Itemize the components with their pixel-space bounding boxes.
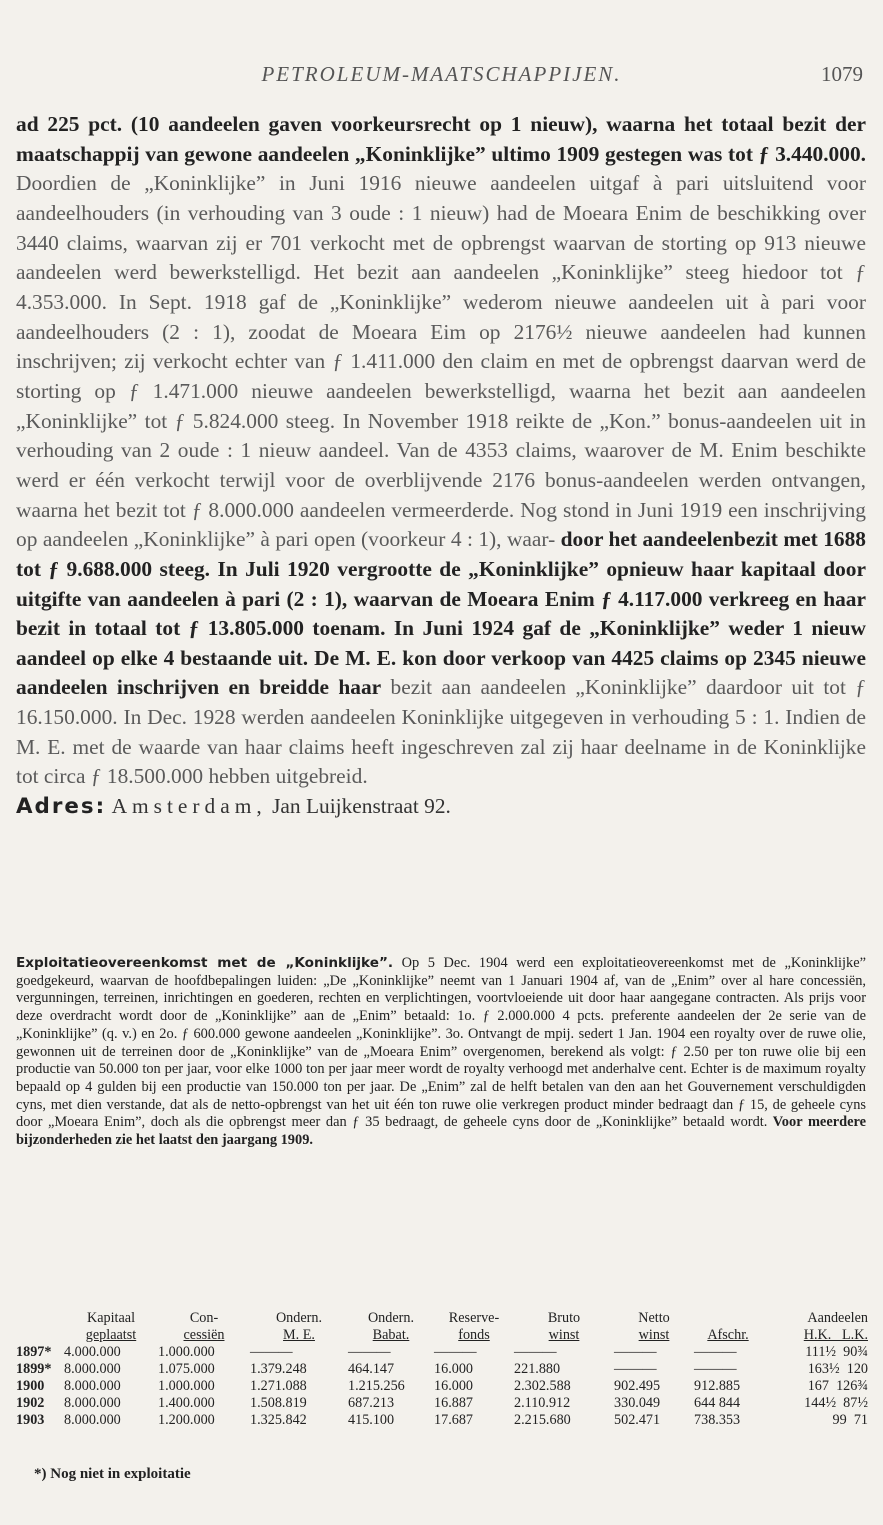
bruto-cell: 2.302.588 [514,1378,571,1394]
reserve-cell: ——— [434,1344,477,1360]
hk-value: 163½ [807,1361,840,1377]
netto-cell: ——— [614,1361,657,1377]
kapitaal-cell: 8.000.000 [64,1412,121,1428]
financial-table [16,1310,868,1429]
aandeelen-cell [762,1395,868,1412]
table-row [16,1344,868,1361]
exploitatie-body: Op 5 Dec. 1904 werd een exploitatieovereenkomst met de „Koninklijke” goedgekeurd, waarvan de hoofdbepalingen luiden: „De „Koninklijke” neemt van 1 Januari 1904 af, van de „Enim” over al hare concessiën, vergunningen, terreinen, inrichtingen en goederen, rechten en verplichtingen, voortvloeiende uit door haar aangegane contracten. Als prijs voor deze overdracht wordt door de „Koninklijke” aan de „Enim” betaald: 1o. ƒ 2.000.000 4 pcts. preferente aandeelen der 2e serie van de „Koninklijke” (q. v.) en 2o. ƒ 600.000 gewone aandeelen „Koninklijke”. 3o. Ontvangt de mpij. sedert 1 Jan. 1904 een royalty over de ruwe olie, gewonnen uit de terreinen door de „Koninklijke” van de „Moeara Enim” overgenomen, berekend als volgt: ƒ 2.50 per ton ruwe olie bij een productie van 50.000 ton per jaar, voor elke 1000 ton per jaar meer wordt de royalty verhoogd met anderhalve cent. Echter is de maximum royalty bepaald op 4 gulden bij een productie van 150.000 ton per jaar. De „Enim” zal de helft betalen van den aan het Gouvernement verschuldigden cyns, met dien verstande, dat als de netto-opbrengst van het uit één ton ruwe olie verkregen product minder bedraagt dan ƒ 15, de geheele cyns door „Moeara Enim”, doch als die opbrengst meer dan ƒ 35 bedraagt, de geheele cyns door de „Koninklijke” betaald wordt. [16,955,866,1131]
header-cell: Ondern. [367,1310,415,1326]
reserve-cell: 17.687 [434,1412,474,1428]
bruto-cell: 2.110.912 [514,1395,571,1411]
hk-value: 167 [807,1378,829,1394]
header-cell: Netto [638,1310,670,1326]
exploitatie-paragraph [16,955,866,1150]
footnote: *) Nog niet in exploitatie [34,1466,191,1482]
year-cell: 1900 [16,1378,45,1394]
concessien-cell: 1.000.000 [158,1344,215,1360]
header-cell: Aandeelen [807,1310,868,1326]
reserve-cell: 16.000 [434,1378,474,1394]
header-cell [694,1310,762,1327]
table-header-bottom [16,1327,868,1344]
year-cell: 1903 [16,1412,45,1428]
bruto-cell: 2.215.680 [514,1412,571,1428]
kapitaal-cell: 8.000.000 [64,1378,121,1394]
table-row [16,1378,868,1395]
main-paragraph-part-3: door het aandeelenbezit met 1688 tot ƒ 9.688.000 steeg. In Juli 1920 vergrootte de „Koninklijke” opnieuw haar kapitaal door uitgifte van aandeelen à pari (2 : 1), waarvan de Moeara Enim ƒ 4.117.000 verkreeg en haar bezit in totaal tot ƒ 13.805.000 toenam. In Juni 1924 gaf de „Koninklijke” weder 1 nieuw aandeel op elke 4 bestaande uit. De M. E. kon door verkoop van 4425 claims op 2345 nieuwe aandeelen inschrijven en breidde haar [16,527,866,700]
kapitaal-cell: 4.000.000 [64,1344,121,1360]
address-label: Adres: [16,794,107,820]
netto-cell: ——— [614,1344,657,1360]
aandeelen-cell [762,1344,868,1361]
header-cell: Reserve- [448,1310,500,1326]
bruto-cell: ——— [514,1344,557,1360]
lk-value: 120 [846,1361,868,1377]
header-cell [16,1310,64,1327]
netto-cell: 902.495 [614,1378,661,1394]
year-cell: 1899* [16,1361,52,1377]
aandeelen-cell [762,1378,868,1395]
concessien-cell: 1.000.000 [158,1378,215,1394]
header-cell: M. E. [283,1327,315,1343]
exploitatie-heading: Exploitatieovereenkomst met de „Koninklijke”. [16,955,394,971]
ondern-me-cell: 1.379.248 [250,1361,307,1377]
ondern-me-cell: 1.271.088 [250,1378,307,1394]
header-cell: Con- [189,1310,219,1326]
aandeelen-cell [762,1361,868,1378]
netto-cell: 330.049 [614,1395,661,1411]
header-cell [16,1327,64,1344]
header-cell: winst [548,1327,580,1343]
afschr-cell: ——— [694,1361,737,1377]
main-paragraph-part-1: ad 225 pct. (10 aandeelen gaven voorkeursrecht op 1 nieuw), waarna het totaal bezit der maatschappij van gewone aandeelen „Koninklijke” ultimo 1909 gestegen was tot ƒ 3.440.000. [16,112,866,166]
aandeelen-cell [762,1412,868,1429]
ondern-babat-cell: 1.215.256 [348,1378,405,1394]
ondern-babat-cell: 415.100 [348,1412,395,1428]
running-title: PETROLEUM-MAATSCHAPPIJEN. [261,62,622,86]
hk-value: 99 [832,1412,847,1428]
header-cell: Kapitaal [86,1310,136,1326]
bruto-cell: 221.880 [514,1361,561,1377]
afschr-cell: ——— [694,1344,737,1360]
header-cell: Bruto [547,1310,581,1326]
year-cell: 1902 [16,1395,45,1411]
ondern-babat-cell: 687.213 [348,1395,395,1411]
ondern-me-cell: 1.508.819 [250,1395,307,1411]
header-cell: winst [638,1327,670,1343]
hk-value: 111½ [805,1344,837,1360]
table-row [16,1412,868,1429]
table-header-top [16,1310,868,1327]
ondern-me-cell: ——— [250,1344,293,1360]
header-cell: H.K. L.K. [803,1327,868,1343]
kapitaal-cell: 8.000.000 [64,1395,121,1411]
address-street: Jan Luijkenstraat 92. [266,794,451,819]
header-cell: Ondern. [275,1310,323,1326]
ondern-me-cell: 1.325.842 [250,1412,307,1428]
header-cell: cessiën [183,1327,225,1343]
page-header [0,62,883,92]
hk-value: 144½ [804,1395,837,1411]
concessien-cell: 1.200.000 [158,1412,215,1428]
lk-value: 90¾ [843,1344,868,1360]
afschr-cell: 644 844 [694,1395,741,1411]
lk-value: 71 [853,1412,868,1428]
ondern-babat-cell: ——— [348,1344,391,1360]
header-cell: fonds [458,1327,490,1343]
lk-value: 87½ [843,1395,868,1411]
page-number: 1079 [821,62,863,86]
main-paragraph-part-2: Doordien de „Koninklijke” in Juni 1916 nieuwe aandeelen uitgaf à pari uitsluitend voor aandeelhouders (in verhouding van 3 oude : 1 nieuw) had de Moeara Enim de beschikking over 3440 claims, waarvan zij er 701 verkocht met de opbrengst waarvan de storting op 913 nieuwe aandeelen werd bewerkstelligd. Het bezit aan aandeelen „Koninklijke” steeg hiedoor tot ƒ 4.353.000. In Sept. 1918 gaf de „Koninklijke” wederom nieuwe aandeelen uit à pari voor aandeelhouders (2 : 1), zoodat de Moeara Eim op 2176½ nieuwe aandeelen had kunnen inschrijven; zij verkocht echter van ƒ 1.411.000 den claim en met de opbrengst daarvan werd de storting op ƒ 1.471.000 nieuwe aandeelen bewerkstelligd, waarna het bezit aan aandeelen „Koninklijke” tot ƒ 5.824.000 steeg. In November 1918 reikte de „Kon.” bonus-aandeelen uit in verhouding van 2 oude : 1 nieuw aandeel. Van de 4353 claims, waarover de M. Enim beschikte werd er één verkocht terwijl voor de overblijvende 2176 bonus-aandeelen werden ontvangen, waarna het bezit tot ƒ 8.000.000 aandeelen vermeerderde. Nog stond in Juni 1919 een inschrijving op aandeelen „Koninklijke” à pari open (voorkeur 4 : 1), waar- [16,171,866,552]
main-paragraph-part-4: bezit aan aandeelen „Koninklijke” daardoor uit tot ƒ 16.150.000. In Dec. 1928 werden aandeelen Koninklijke uitgegeven in verhouding 5 : 1. Indien de M. E. met de waarde van haar claims heeft ingeschreven zal zij haar deelname in de Koninklijke tot circa ƒ 18.500.000 hebben uitgebreid. [16,675,866,789]
header-cell: geplaatst [85,1327,137,1343]
kapitaal-cell: 8.000.000 [64,1361,121,1377]
afschr-cell: 912.885 [694,1378,741,1394]
netto-cell: 502.471 [614,1412,661,1428]
reserve-cell: 16.000 [434,1361,474,1377]
afschr-cell: 738.353 [694,1412,741,1428]
main-text [16,110,866,822]
lk-value: 126¾ [836,1378,868,1394]
exploitatie-tail: Voor meerdere bijzonderheden zie het laatst den jaargang 1909. [16,1114,867,1149]
ondern-babat-cell: 464.147 [348,1361,395,1377]
reserve-cell: 16.887 [434,1395,474,1411]
address-city: Amsterdam, [111,794,267,819]
header-cell: Babat. [372,1327,410,1343]
header-cell: Afschr. [707,1327,749,1343]
year-cell: 1897* [16,1344,52,1360]
concessien-cell: 1.075.000 [158,1361,215,1377]
table-row [16,1361,868,1378]
concessien-cell: 1.400.000 [158,1395,215,1411]
table-row [16,1395,868,1412]
